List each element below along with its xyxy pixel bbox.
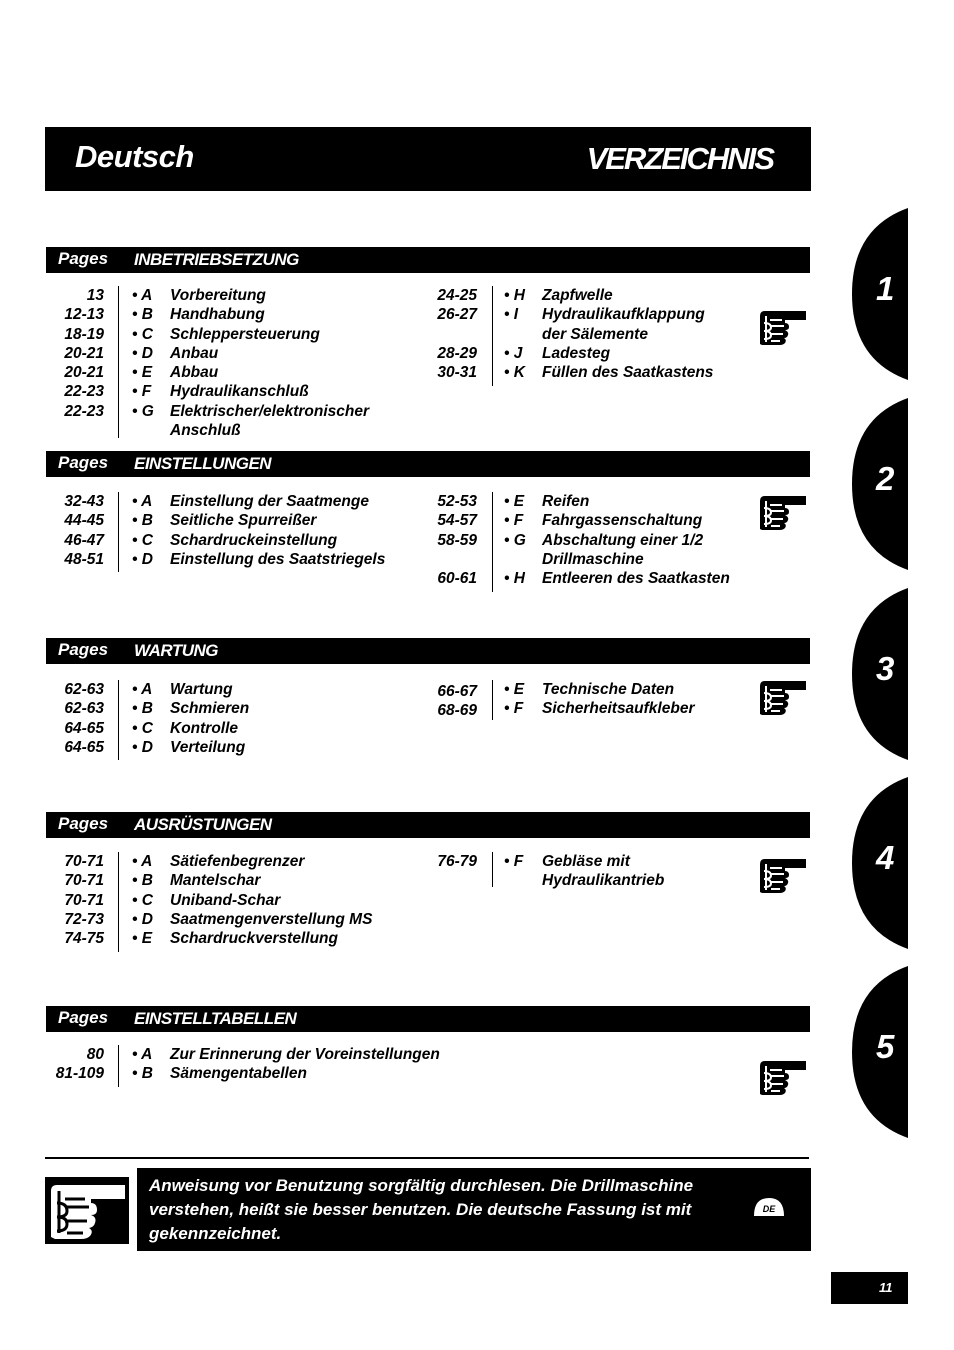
page-ref: 54-57	[437, 512, 477, 530]
item-bullet: • C	[132, 531, 153, 549]
page-ref: 12-13	[64, 306, 104, 324]
item-label: Einstellung des Saatstriegels	[170, 550, 386, 568]
chapter-tab-3[interactable]	[852, 588, 912, 760]
item-label: Hydraulikaufklappung	[542, 306, 705, 324]
right-page-numbers	[410, 682, 477, 721]
item-label: Sämengentabellen	[170, 1065, 307, 1083]
page-ref: 76-79	[437, 853, 477, 870]
page-ref: 64-65	[64, 719, 104, 737]
item-bullet: • B	[132, 1065, 153, 1083]
page-ref: 62-63	[64, 681, 104, 698]
page-ref: 32-43	[64, 493, 104, 510]
left-items	[132, 680, 249, 757]
toc-item[interactable]	[132, 738, 249, 757]
left-page-numbers	[40, 492, 104, 569]
de-badge-icon	[752, 1196, 786, 1223]
item-label: Füllen des Saatkastens	[542, 364, 714, 382]
item-label: Hydraulikanschluß	[170, 383, 309, 401]
right-page-numbers	[410, 492, 477, 588]
item-bullet: • H	[504, 570, 525, 588]
item-bullet: • F	[504, 512, 524, 530]
page-ref: 20-21	[64, 364, 104, 382]
section-header	[46, 247, 810, 273]
toc-item[interactable]	[132, 363, 369, 382]
item-bullet: • A	[132, 681, 153, 698]
item-bullet: • D	[132, 344, 153, 362]
toc-item[interactable]	[132, 402, 369, 421]
left-items	[132, 1045, 440, 1084]
item-bullet: • B	[132, 306, 153, 324]
toc-item[interactable]	[132, 492, 385, 511]
item-label: Uniband-Schar	[170, 891, 281, 909]
item-label-continued: Drillmaschine	[542, 550, 644, 568]
toc-item[interactable]	[504, 492, 730, 511]
pointing-hand-icon	[758, 1058, 808, 1103]
item-label: Abbau	[170, 364, 219, 382]
pages-label: Pages	[58, 640, 109, 659]
page-ref: 70-71	[64, 872, 104, 890]
toc-item[interactable]	[132, 531, 385, 550]
item-bullet: • B	[132, 872, 153, 890]
instruction-note	[137, 1168, 811, 1251]
page-ref: 58-59	[437, 531, 477, 549]
page-ref: 68-69	[437, 702, 477, 720]
item-bullet: • C	[132, 325, 153, 343]
item-label: Abschaltung einer 1/2	[542, 531, 704, 549]
item-bullet: • D	[132, 550, 153, 568]
toc-item[interactable]	[504, 569, 730, 588]
right-items	[504, 852, 664, 891]
item-label: Elektrischer/elektronischer	[170, 402, 370, 420]
page-ref: 28-29	[437, 344, 477, 362]
de-badge-label: DE	[762, 1204, 776, 1214]
toc-item[interactable]	[132, 871, 372, 890]
chapter-tab-1[interactable]	[852, 208, 912, 380]
toc-item[interactable]	[504, 852, 664, 871]
page-ref: 24-25	[437, 287, 477, 304]
item-bullet: • E	[504, 681, 525, 698]
page-ref: 13	[86, 287, 104, 304]
toc-item[interactable]	[504, 363, 713, 382]
section-title: EINSTELLTABELLEN	[134, 1009, 297, 1028]
item-label: Schardruckverstellung	[170, 930, 338, 948]
page-ref: 30-31	[437, 364, 477, 382]
page-ref	[410, 325, 477, 344]
column-divider	[118, 680, 119, 760]
item-label-continued: Anschluß	[170, 422, 241, 440]
column-divider	[492, 852, 493, 887]
item-bullet: • G	[504, 531, 526, 549]
note-text: Anweisung vor Benutzung sorgfältig durchlesen. Die Drillmaschine verstehen, heißt sie besser benutzen. Die deutsche Fassung ist mit gekennzeichnet.	[149, 1176, 694, 1243]
chapter-tab-4[interactable]	[852, 777, 912, 949]
item-bullet: • A	[132, 1046, 153, 1063]
item-label: Seitliche Spurreißer	[170, 512, 317, 530]
pointing-hand-icon	[758, 308, 808, 353]
page-ref: 52-53	[437, 493, 477, 510]
item-label: Anbau	[170, 344, 219, 362]
item-label: Schardruckeinstellung	[170, 531, 338, 549]
left-items	[132, 286, 369, 440]
right-page-numbers	[410, 852, 477, 871]
column-divider	[118, 492, 119, 572]
page-ref: 74-75	[64, 930, 104, 948]
toc-item[interactable]	[504, 531, 730, 550]
item-bullet: • I	[504, 306, 519, 324]
page-ref: 62-63	[64, 700, 104, 718]
item-bullet: • E	[504, 493, 525, 510]
item-bullet: • C	[132, 891, 153, 909]
item-label: Handhabung	[170, 306, 265, 324]
item-label: Zapfwelle	[542, 287, 613, 304]
pages-label: Pages	[58, 814, 109, 833]
right-items	[504, 492, 730, 588]
section-header	[46, 451, 810, 477]
toc-item[interactable]	[504, 680, 694, 699]
page-ref: 72-73	[64, 910, 104, 928]
item-bullet: • A	[132, 853, 153, 870]
page-ref: 48-51	[64, 550, 104, 568]
item-bullet: • F	[504, 700, 524, 718]
page-ref: 46-47	[64, 531, 104, 549]
section-header	[46, 812, 810, 838]
toc-item[interactable]	[132, 1064, 440, 1083]
item-bullet: • A	[132, 493, 153, 510]
language-title: Deutsch	[75, 139, 194, 174]
toc-item[interactable]	[504, 511, 730, 530]
item-label: Schleppersteuerung	[170, 325, 320, 343]
page-ref: 26-27	[437, 306, 477, 324]
toc-item[interactable]	[504, 305, 713, 324]
pages-label: Pages	[58, 453, 109, 472]
item-label: Zur Erinnerung der Voreinstellungen	[170, 1046, 440, 1063]
section-header	[46, 1006, 810, 1032]
left-items	[132, 852, 372, 948]
pointing-hand-icon	[45, 1177, 129, 1249]
chapter-tab-number: 5	[876, 1028, 895, 1065]
item-label: Reifen	[542, 493, 590, 510]
page-number-box	[831, 1272, 908, 1304]
toc-item[interactable]	[132, 699, 249, 718]
section-title: EINSTELLUNGEN	[134, 454, 272, 473]
item-label: Saatmengenverstellung MS	[170, 910, 373, 928]
toc-item[interactable]	[132, 286, 369, 305]
column-divider	[492, 492, 493, 592]
chapter-tab-2[interactable]	[852, 398, 912, 570]
left-page-numbers	[40, 1045, 104, 1084]
item-label: Sätiefenbegrenzer	[170, 853, 305, 870]
item-bullet: • H	[504, 287, 525, 304]
page-ref: 70-71	[64, 891, 104, 909]
item-label: Gebläse mit	[542, 853, 630, 870]
toc-item[interactable]	[132, 1045, 440, 1064]
item-bullet: • F	[504, 853, 524, 870]
page-ref: 20-21	[64, 344, 104, 362]
toc-item[interactable]	[132, 382, 369, 401]
item-label: Entleeren des Saatkasten	[542, 570, 730, 588]
section-title: AUSRÜSTUNGEN	[134, 815, 272, 834]
item-bullet: • B	[132, 512, 153, 530]
item-bullet: • C	[132, 719, 153, 737]
item-bullet: • A	[132, 287, 153, 304]
toc-item[interactable]	[504, 699, 694, 718]
right-page-numbers	[410, 286, 477, 382]
item-bullet: • D	[132, 738, 153, 756]
pointing-hand-icon	[758, 856, 808, 901]
toc-item[interactable]	[132, 325, 369, 344]
section-title: WARTUNG	[134, 641, 219, 660]
item-label-continued: der Sälemente	[542, 325, 648, 343]
item-label: Ladesteg	[542, 344, 611, 362]
item-bullet: • K	[504, 364, 525, 382]
chapter-tab-5[interactable]	[852, 966, 912, 1138]
item-label: Wartung	[170, 681, 233, 698]
toc-item[interactable]	[504, 344, 713, 363]
page-ref: 22-23	[64, 402, 104, 420]
item-label: Vorbereitung	[170, 287, 266, 304]
item-label: Kontrolle	[170, 719, 239, 737]
item-label: Verteilung	[170, 738, 246, 756]
item-bullet: • J	[504, 344, 523, 362]
left-page-numbers	[40, 680, 104, 757]
column-divider	[118, 1045, 119, 1087]
toc-item[interactable]	[132, 719, 249, 738]
item-label: Technische Daten	[542, 681, 675, 698]
page-title: VERZEICHNIS	[586, 141, 773, 176]
item-bullet: • G	[132, 402, 154, 420]
pages-label: Pages	[58, 1008, 109, 1027]
chapter-tab-number: 1	[876, 270, 895, 307]
page-ref: 64-65	[64, 738, 104, 756]
toc-item[interactable]	[504, 286, 713, 305]
item-bullet: • F	[132, 383, 152, 401]
right-items	[504, 680, 694, 719]
toc-item[interactable]	[132, 910, 372, 929]
left-page-numbers	[40, 286, 104, 421]
right-items	[504, 286, 713, 382]
pages-label: Pages	[58, 249, 109, 268]
page-ref: 81-109	[55, 1065, 104, 1083]
page-ref	[410, 550, 477, 569]
toc-item[interactable]	[132, 852, 372, 871]
item-label: Einstellung der Saatmenge	[170, 493, 369, 510]
page-number: 11	[879, 1280, 893, 1295]
page-ref: 18-19	[64, 325, 104, 343]
toc-item[interactable]	[132, 344, 369, 363]
item-label-continued: Hydraulikantrieb	[542, 872, 665, 890]
column-divider	[118, 852, 119, 952]
toc-item[interactable]	[132, 680, 249, 699]
page-ref: 22-23	[64, 383, 104, 401]
divider	[45, 1157, 809, 1159]
pointing-hand-icon	[758, 678, 808, 723]
item-label: Sicherheitsaufkleber	[542, 700, 695, 718]
item-bullet: • E	[132, 364, 153, 382]
page-ref: 66-67	[437, 683, 477, 700]
toc-item[interactable]	[132, 550, 385, 569]
toc-item[interactable]	[132, 511, 385, 530]
pointing-hand-icon	[758, 493, 808, 538]
left-page-numbers	[40, 852, 104, 948]
section-title: INBETRIEBSETZUNG	[134, 250, 299, 269]
chapter-tab-number: 2	[876, 460, 895, 497]
page-ref: 44-45	[64, 512, 104, 530]
item-bullet: • E	[132, 930, 153, 948]
column-divider	[492, 680, 493, 720]
page-ref: 70-71	[64, 853, 104, 870]
item-bullet: • B	[132, 700, 153, 718]
column-divider	[118, 286, 119, 438]
item-bullet: • D	[132, 910, 153, 928]
column-divider	[492, 286, 493, 386]
page-ref: 60-61	[437, 570, 477, 588]
toc-item[interactable]	[132, 305, 369, 324]
section-header	[46, 638, 810, 664]
toc-item[interactable]	[132, 929, 372, 948]
left-items	[132, 492, 385, 569]
toc-item[interactable]	[132, 891, 372, 910]
item-label: Schmieren	[170, 700, 250, 718]
item-label: Mantelschar	[170, 872, 261, 890]
chapter-tab-number: 3	[876, 650, 895, 687]
header-banner	[45, 127, 811, 191]
chapter-tab-number: 4	[876, 839, 895, 876]
page-ref: 80	[86, 1046, 104, 1063]
item-label: Fahrgassenschaltung	[542, 512, 703, 530]
